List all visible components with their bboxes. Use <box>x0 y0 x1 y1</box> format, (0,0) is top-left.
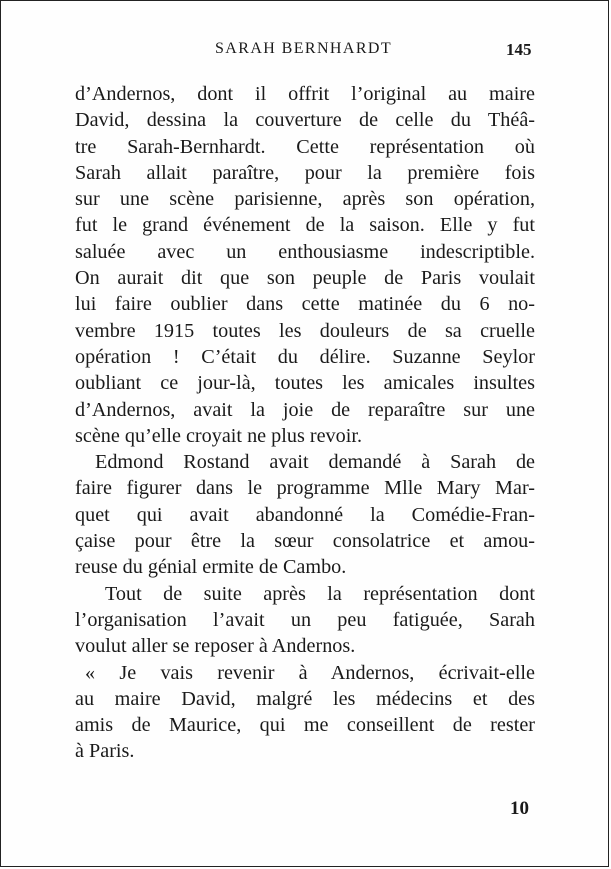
paragraph-1 <box>75 81 535 449</box>
text-line: çaise pour être la sœur consolatrice et amou- <box>75 530 535 553</box>
text-line: oubliant ce jour-là, toutes les amicales insultes <box>75 372 535 395</box>
page-number: 145 <box>506 40 532 59</box>
text-line: scène qu’elle croyait ne plus revoir. <box>75 424 363 447</box>
body-text <box>75 81 535 765</box>
text-line: saluée avec un enthousiasme indescriptible. <box>75 240 535 263</box>
text-line: voulut aller se reposer à Andernos. <box>75 635 356 658</box>
text-line: opération ! C’était du délire. Suzanne Seylor <box>75 345 535 368</box>
text-line: reuse du génial ermite de Cambo. <box>75 556 347 579</box>
text-line: d’Andernos, avait la joie de reparaître sur une <box>75 398 535 421</box>
text-line: fut le grand événement de la saison. Elle y fut <box>75 214 535 237</box>
text-line: tre Sarah-Bernhardt. Cette représentation où <box>75 135 535 158</box>
text-line: amis de Maurice, qui me conseillent de rester <box>75 714 535 737</box>
text-line: David, dessina la couverture de celle du Théâ- <box>75 109 535 132</box>
text-line: à Paris. <box>75 740 135 763</box>
text-line: au maire David, malgré les médecins et des <box>75 687 535 710</box>
text-line: vembre 1915 toutes les douleurs de sa cruelle <box>75 319 535 342</box>
paragraph-3 <box>75 581 535 660</box>
text-line: quet qui avait abandonné la Comédie-Fran- <box>75 503 535 526</box>
text-line: Tout de suite après la représentation dont <box>105 582 535 605</box>
running-head <box>1 40 608 64</box>
paragraph-4 <box>75 660 535 765</box>
text-line: l’organisation l’avait un peu fatiguée, Sarah <box>75 608 535 631</box>
text-line: Sarah allait paraître, pour la première fois <box>75 161 535 184</box>
text-line: faire figurer dans le programme Mlle Mary Mar- <box>75 477 535 500</box>
paragraph-2 <box>75 449 535 580</box>
running-title: SARAH BERNHARDT <box>215 40 393 57</box>
text-line: sur une scène parisienne, après son opération, <box>75 188 535 211</box>
text-line: d’Andernos, dont il offrit l’original au maire <box>75 83 535 105</box>
text-line: « Je vais revenir à Andernos, écrivait-elle <box>85 661 535 684</box>
signature-mark: 10 <box>510 798 529 819</box>
text-line: On aurait dit que son peuple de Paris voulait <box>75 267 535 290</box>
text-line: Edmond Rostand avait demandé à Sarah de <box>95 451 535 474</box>
text-line: lui faire oublier dans cette matinée du 6 no- <box>75 293 535 316</box>
